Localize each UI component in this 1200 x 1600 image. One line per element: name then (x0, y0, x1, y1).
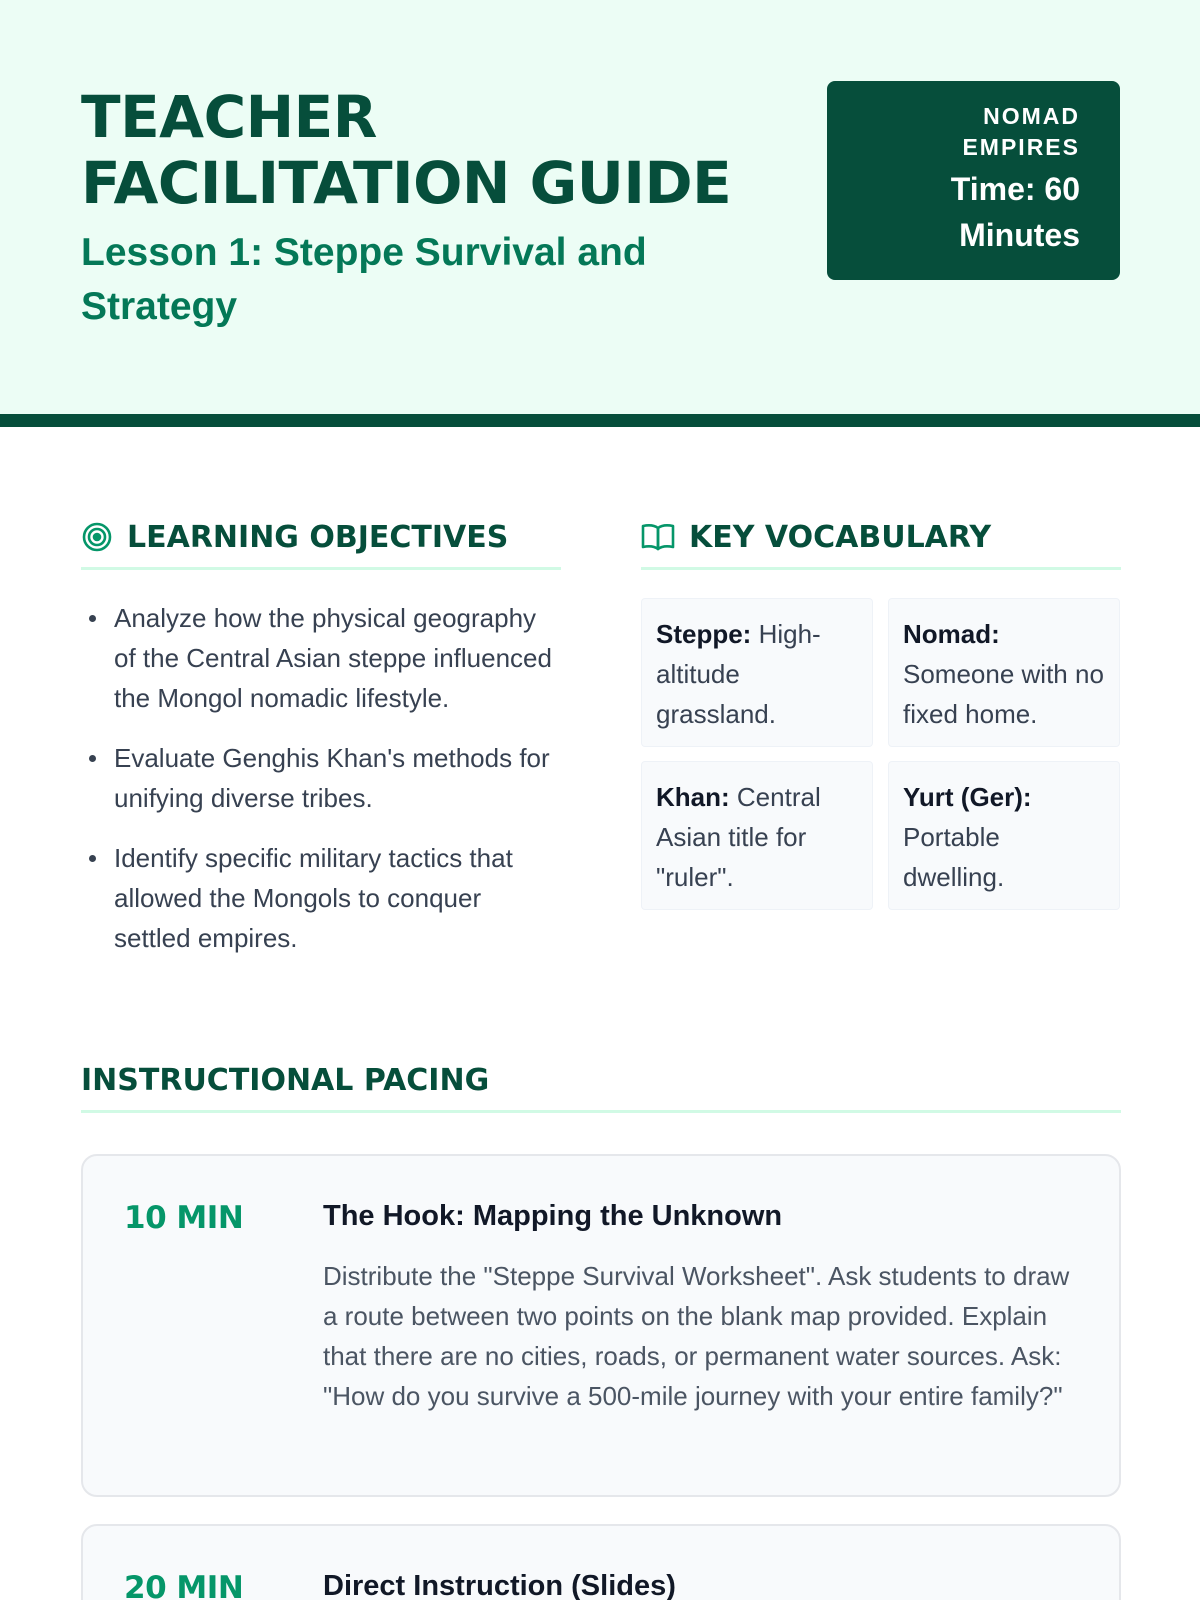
lesson-time: Time: 60 Minutes (950, 171, 1080, 253)
lesson-title: Lesson 1: Steppe Survival and Strategy (81, 231, 647, 328)
open-book-icon (641, 522, 675, 552)
pacing-title: The Hook: Mapping the Unknown (323, 1200, 783, 1232)
guide-title (81, 84, 781, 216)
vocabulary-grid (641, 598, 1121, 910)
pacing-card-hook (81, 1154, 1121, 1497)
guide-title-line1: TEACHER (81, 83, 377, 151)
pacing-heading-label: INSTRUCTIONAL PACING (81, 1062, 490, 1098)
list-item: Identify specific military tactics that allowed the Mongols to conquer settled empires. (81, 838, 561, 958)
guide-header (0, 0, 1200, 414)
vocab-definition: Central Asian title for "ruler". (656, 782, 821, 892)
objectives-heading (81, 507, 561, 570)
vocab-card-yurt (888, 761, 1120, 910)
unit-name-line2: EMPIRES (962, 134, 1080, 160)
objectives-list (81, 598, 561, 978)
pacing-title: Direct Instruction (Slides) (323, 1570, 676, 1600)
list-item: Evaluate Genghis Khan's methods for unifying diverse tribes. (81, 738, 561, 818)
vocab-term: Yurt (Ger): (903, 782, 1032, 812)
vocabulary-heading (641, 507, 1121, 570)
unit-name-line1: NOMAD (983, 103, 1080, 129)
pacing-heading (81, 1050, 1121, 1113)
vocab-card-khan (641, 761, 873, 910)
vocab-card-steppe (641, 598, 873, 747)
vocabulary-heading-label: KEY VOCABULARY (689, 519, 992, 555)
header-divider (0, 414, 1200, 427)
vocab-term: Nomad: (903, 619, 1000, 649)
pacing-description: Distribute the "Steppe Survival Worksheet". Ask students to draw a route between two points on the blank map provided. Explain that there are no cities, roads, or permanent water sources. Ask: "How do you survive a 500-mile journey with your entire family?" (323, 1261, 1070, 1411)
vocab-definition: High-altitude grassland. (656, 619, 821, 729)
pacing-card-direct-instruction (81, 1524, 1121, 1600)
list-item: Analyze how the physical geography of the Central Asian steppe influenced the Mongol nomadic lifestyle. (81, 598, 561, 718)
objectives-heading-label: LEARNING OBJECTIVES (127, 519, 509, 555)
vocab-card-nomad (888, 598, 1120, 747)
target-icon (81, 521, 113, 553)
vocab-definition: Portable dwelling. (903, 822, 1005, 892)
pacing-duration: 20 MIN (124, 1570, 244, 1600)
guide-title-line2: FACILITATION GUIDE (81, 149, 732, 217)
vocab-term: Steppe: (656, 619, 752, 649)
vocab-term: Khan: (656, 782, 730, 812)
unit-time-box (827, 81, 1120, 280)
vocab-definition: Someone with no fixed home. (903, 659, 1104, 729)
pacing-duration: 10 MIN (124, 1200, 244, 1236)
